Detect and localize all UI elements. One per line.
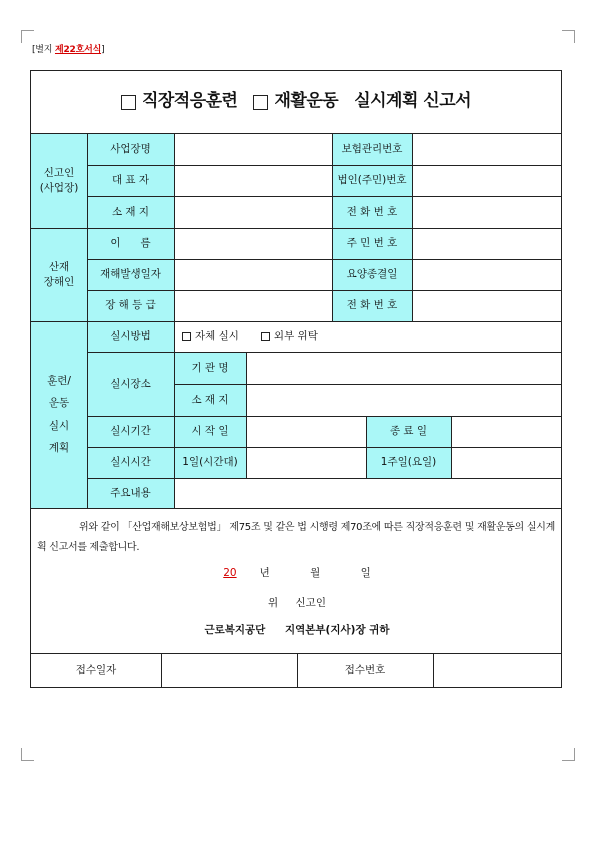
sign-label: 신고인 xyxy=(295,597,326,609)
worker-name-label: 이 름 xyxy=(87,228,174,259)
applicant-group-label: 신고인 (사업장) xyxy=(31,134,87,228)
receipt-number-field[interactable] xyxy=(433,653,561,687)
receipt-number-label: 접수번호 xyxy=(344,663,386,676)
corp-number-field[interactable] xyxy=(412,165,561,196)
accident-date-label: 재해발생일자 xyxy=(87,259,174,290)
institution-field[interactable] xyxy=(246,352,561,384)
place-address-label: 소 재 지 xyxy=(174,384,246,416)
resident-number-field[interactable] xyxy=(412,228,561,259)
month-label: 월 xyxy=(310,567,321,579)
addressee-office: 지역본부(지사)장 귀하 xyxy=(284,624,390,636)
corp-number-label: 법인(주민)번호 xyxy=(332,165,412,196)
form-number-label xyxy=(32,42,104,55)
receipt-date-label: 접수일자 xyxy=(75,663,117,676)
insurance-number-label: 보험관리번호 xyxy=(332,134,412,165)
title-option-exercise: 재활운동 xyxy=(274,91,339,112)
crop-mark-top-right xyxy=(562,30,575,43)
year-label: 년 xyxy=(259,567,270,579)
care-end-date-field[interactable] xyxy=(412,259,561,290)
representative-label: 대 표 자 xyxy=(87,165,174,196)
resident-number-label: 주 민 번 호 xyxy=(332,228,412,259)
form-label-suffix: ] xyxy=(101,45,105,55)
end-date-label: 종 료 일 xyxy=(366,416,451,447)
period-label: 실시기간 xyxy=(87,416,174,447)
addressee xyxy=(31,622,563,637)
report-form xyxy=(30,70,562,688)
title-checkbox-exercise[interactable] xyxy=(253,95,268,110)
business-name-field[interactable] xyxy=(174,134,332,165)
form-title xyxy=(31,71,561,134)
insurance-number-field[interactable] xyxy=(412,134,561,165)
year-prefix: 20 xyxy=(223,567,237,579)
per-day-label: 1일(시간대) xyxy=(174,447,246,478)
in-house-checkbox[interactable] xyxy=(182,332,191,341)
care-end-date-label: 요양종결일 xyxy=(332,259,412,290)
sign-prefix: 위 xyxy=(268,597,279,609)
start-date-label: 시 작 일 xyxy=(174,416,246,447)
training-group-label: 훈련/ 운동 실시 계획 xyxy=(31,321,87,508)
crop-mark-bottom-left xyxy=(21,748,34,761)
worker-group-label: 산재 장해인 xyxy=(31,228,87,321)
place-address-field[interactable] xyxy=(246,384,561,416)
addressee-org: 근로복지공단 xyxy=(204,624,266,636)
method-options xyxy=(174,321,561,352)
business-name-label: 사업장명 xyxy=(87,134,174,165)
worker-phone-label: 전 화 번 호 xyxy=(332,290,412,321)
title-checkbox-training[interactable] xyxy=(121,95,136,110)
signature-line xyxy=(31,595,563,610)
worker-phone-field[interactable] xyxy=(412,290,561,321)
business-phone-label: 전 화 번 호 xyxy=(332,196,412,228)
form-label-prefix: [별지 xyxy=(32,45,55,55)
representative-field[interactable] xyxy=(174,165,332,196)
day-label: 일 xyxy=(360,567,371,579)
worker-name-field[interactable] xyxy=(174,228,332,259)
per-week-label: 1주일(요일) xyxy=(366,447,451,478)
place-label: 실시장소 xyxy=(87,352,174,416)
submission-date xyxy=(31,565,563,580)
outsourced-option-label: 외부 위탁 xyxy=(273,330,318,343)
outsourced-checkbox[interactable] xyxy=(261,332,270,341)
crop-mark-bottom-right xyxy=(562,748,575,761)
declaration-text: 위와 같이 「산업재해보상보험법」 제75조 및 같은 법 시행령 제70조에 따른 직장적응훈련 및 재활운동의 실시계획 신고서를 제출합니다. xyxy=(37,522,555,553)
end-date-field[interactable] xyxy=(451,416,561,447)
method-label: 실시방법 xyxy=(87,321,174,352)
content-field[interactable] xyxy=(174,478,561,508)
accident-date-field[interactable] xyxy=(174,259,332,290)
receipt-date-field[interactable] xyxy=(161,653,297,687)
title-suffix: 실시계획 신고서 xyxy=(354,91,472,112)
time-label: 실시시간 xyxy=(87,447,174,478)
per-day-field[interactable] xyxy=(246,447,366,478)
disability-grade-field[interactable] xyxy=(174,290,332,321)
institution-label: 기 관 명 xyxy=(174,352,246,384)
disability-grade-label: 장 해 등 급 xyxy=(87,290,174,321)
title-option-training: 직장적응훈련 xyxy=(141,91,238,112)
business-address-label: 소 재 지 xyxy=(87,196,174,228)
content-label: 주요내용 xyxy=(87,478,174,508)
form-label-number: 제22호서식 xyxy=(54,45,102,55)
start-date-field[interactable] xyxy=(246,416,366,447)
business-address-field[interactable] xyxy=(174,196,332,228)
business-phone-field[interactable] xyxy=(412,196,561,228)
per-week-field[interactable] xyxy=(451,447,561,478)
in-house-option-label: 자체 실시 xyxy=(195,330,239,343)
